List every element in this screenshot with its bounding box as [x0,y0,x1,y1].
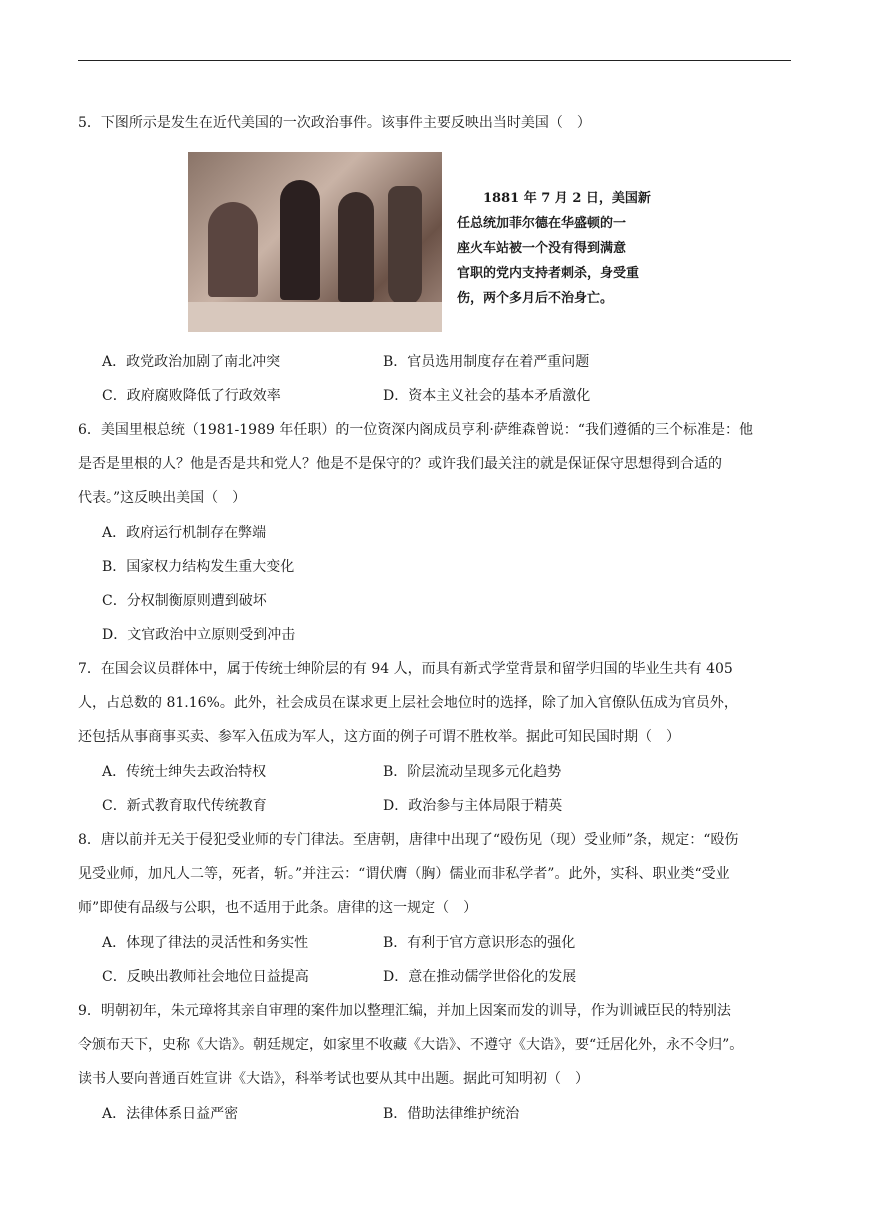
president-figure [338,192,374,302]
q5-option-c: C．政府腐败降低了行政效率 [102,388,281,404]
q8-option-a: A．体现了律法的灵活性和务实性 [102,935,309,951]
q6-option-d: D．文官政治中立原则受到冲击 [102,627,296,643]
caption-line: 伤，两个多月后不治身亡。 [457,291,614,306]
q8-option-b: B．有利于官方意识形态的强化 [383,935,576,951]
q7-option-a: A．传统士绅失去政治特权 [102,764,267,780]
q6-option-c: C．分权制衡原则遭到破坏 [102,593,267,609]
q9-option-a: A．法律体系日益严密 [102,1106,239,1122]
caption-line: 座火车站被一个没有得到满意 [457,241,627,256]
q8-stem-line: 见受业师，加凡人二等，死者，斩。”并注云：“谓伏膺（胸）儒业而非私学者”。此外，实科、职业类“受业 [78,866,730,882]
q8-option-c: C．反映出教师社会地位日益提高 [102,969,309,985]
q8-option-d: D．意在推动儒学世俗化的发展 [383,969,577,985]
q9-option-b: B．借助法律维护统治 [383,1106,520,1122]
q6-option-a: A．政府运行机制存在弊端 [102,525,267,541]
q5-option-d: D．资本主义社会的基本矛盾激化 [383,388,591,404]
q7-stem-line: 7．在国会议员群体中，属于传统士绅阶层的有 94 人，而具有新式学堂背景和留学归国的毕业生共有 405 [78,661,733,677]
caption-line: 官职的党内支持者刺杀，身受重 [457,266,640,281]
q9-stem-line: 令颁布天下，史称《大诰》。朝廷规定，如家里不收藏《大诰》、不遵守《大诰》，要“迁居化外，永不令归”。 [78,1037,744,1053]
figure-caption [457,186,667,311]
q6-option-b: B．国家权力结构发生重大变化 [102,559,295,575]
q6-stem-line: 6．美国里根总统（1981-1989 年任职）的一位资深内阁成员亨利·萨维森曾说：“我们遵循的三个标准是：他 [78,422,753,438]
station-floor [188,302,442,332]
q5-option-a: A．政党政治加剧了南北冲突 [102,354,281,370]
woman-figure [388,186,422,306]
q7-stem-line: 人，占总数的 81.16%。此外，社会成员在谋求更上层社会地位时的选择，除了加入官僚队伍成为官员外， [78,695,738,711]
q7-option-c: C．新式教育取代传统教育 [102,798,267,814]
q9-stem-line: 9．明朝初年，朱元璋将其亲自审理的案件加以整理汇编，并加上因案而发的训导，作为训诫臣民的特别法 [78,1003,731,1019]
crowd-figure [208,202,258,297]
q7-option-b: B．阶层流动呈现多元化趋势 [383,764,562,780]
q6-stem-line: 代表。”这反映出美国（ ） [78,490,247,506]
assassin-figure [280,180,320,300]
caption-line: 1881 年 7 月 2 日，美国新 [457,191,651,206]
assassination-illustration [188,152,442,332]
q6-stem-line: 是否是里根的人？他是否是共和党人？他是不是保守的？或许我们最关注的就是保证保守思想得到合适的 [78,456,722,472]
q9-stem-line: 读书人要向普通百姓宣讲《大诰》，科举考试也要从其中出题。据此可知明初（ ） [78,1071,589,1087]
q5-option-b: B．官员选用制度存在着严重问题 [383,354,590,370]
header-rule [78,60,791,61]
q8-stem-line: 8．唐以前并无关于侵犯受业师的专门律法。至唐朝，唐律中出现了“殴伤见（现）受业师”条，规定：“殴伤 [78,832,739,848]
q8-stem-line: 师”即使有品级与公职，也不适用于此条。唐律的这一规定（ ） [78,900,478,916]
q7-stem-line: 还包括从事商事买卖、参军入伍成为军人，这方面的例子可谓不胜枚举。据此可知民国时期（ ） [78,729,680,745]
caption-line: 任总统加菲尔德在华盛顿的一 [457,216,627,231]
q5-stem: 5．下图所示是发生在近代美国的一次政治事件。该事件主要反映出当时美国（ ） [78,115,591,131]
q7-option-d: D．政治参与主体局限于精英 [383,798,563,814]
